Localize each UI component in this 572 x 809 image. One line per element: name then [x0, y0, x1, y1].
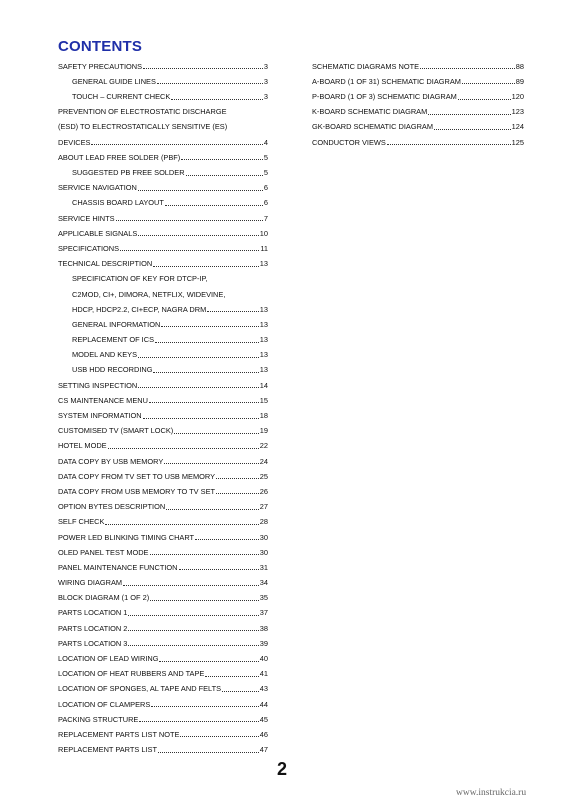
- toc-dot-leader: [216, 493, 259, 494]
- toc-entry-label: LOCATION OF SPONGES, AL TAPE AND FELTS: [58, 684, 222, 694]
- toc-entry-page: 123: [511, 107, 524, 117]
- toc-entry-label: C2MOD, CI+, DIMORA, NETFLIX, WIDEVINE,: [72, 289, 226, 299]
- toc-entry[interactable]: [58, 162, 268, 177]
- toc-entry-label: SELF CHECK: [58, 517, 105, 527]
- toc-dot-leader: [180, 736, 258, 737]
- toc-entry[interactable]: [312, 102, 524, 117]
- toc-entry-page: 24: [259, 456, 268, 466]
- toc-entry-label: A-BOARD (1 OF 31) SCHEMATIC DIAGRAM: [312, 76, 461, 86]
- toc-right-column: [312, 56, 524, 147]
- toc-entry-page: 45: [259, 714, 268, 724]
- toc-entry[interactable]: [58, 284, 268, 299]
- toc-entry-label: DATA COPY BY USB MEMORY: [58, 456, 164, 466]
- toc-entry[interactable]: [58, 360, 268, 375]
- toc-dot-leader: [161, 326, 258, 327]
- toc-entry-page: 4: [263, 137, 268, 147]
- toc-entry-page: 13: [259, 365, 268, 375]
- toc-dot-leader: [462, 83, 515, 84]
- toc-entry-label: REPLACEMENT PARTS LIST NOTE: [58, 729, 180, 739]
- toc-entry[interactable]: [58, 512, 268, 527]
- toc-dot-leader: [179, 569, 259, 570]
- toc-entry[interactable]: [58, 223, 268, 238]
- toc-entry-page: 22: [259, 441, 268, 451]
- toc-dot-leader: [105, 524, 258, 525]
- toc-entry-label: SERVICE NAVIGATION: [58, 183, 137, 193]
- toc-entry-page: 44: [259, 699, 268, 709]
- toc-entry-page: 120: [511, 92, 524, 102]
- toc-entry-label: PARTS LOCATION 3: [58, 638, 128, 648]
- toc-entry-page: 125: [511, 137, 524, 147]
- toc-entry-label: CONDUCTOR VIEWS: [312, 137, 386, 147]
- toc-dot-leader: [149, 402, 259, 403]
- toc-entry-page: 3: [263, 76, 268, 86]
- toc-entry[interactable]: [312, 86, 524, 101]
- toc-entry-label: REPLACEMENT PARTS LIST: [58, 745, 157, 755]
- toc-dot-leader: [216, 478, 259, 479]
- toc-entry-page: 38: [259, 623, 268, 633]
- toc-dot-leader: [138, 357, 259, 358]
- toc-entry-page: 39: [259, 638, 268, 648]
- toc-entry-label: K-BOARD SCHEMATIC DIAGRAM: [312, 107, 428, 117]
- toc-entry-page: 88: [515, 61, 524, 71]
- toc-entry-label: SETTING INSPECTION: [58, 380, 138, 390]
- toc-dot-leader: [155, 342, 259, 343]
- toc-entry-label: CS MAINTENANCE MENU: [58, 395, 148, 405]
- toc-dot-leader: [458, 99, 511, 100]
- toc-entry[interactable]: [58, 618, 268, 633]
- toc-entry-label: SUGGESTED PB FREE SOLDER: [72, 168, 185, 177]
- toc-dot-leader: [128, 630, 258, 631]
- toc-dot-leader: [158, 752, 259, 753]
- toc-dot-leader: [428, 114, 510, 115]
- toc-dot-leader: [159, 661, 258, 662]
- toc-entry-page: 124: [511, 122, 524, 132]
- toc-entry-page: 34: [259, 578, 268, 588]
- toc-entry-label: BLOCK DIAGRAM (1 OF 2): [58, 593, 150, 603]
- toc-entry[interactable]: [58, 86, 268, 101]
- toc-entry[interactable]: [58, 648, 268, 663]
- toc-dot-leader: [128, 615, 258, 616]
- toc-entry-page: 13: [259, 319, 268, 329]
- toc-entry-label: REPLACEMENT OF ICS: [72, 335, 154, 345]
- toc-entry-label: ABOUT LEAD FREE SOLDER (PBF): [58, 152, 181, 162]
- toc-dot-leader: [207, 311, 259, 312]
- toc-entry-label: GENERAL INFORMATION: [72, 319, 161, 329]
- toc-left-column: [58, 56, 268, 755]
- toc-entry-page: 14: [259, 380, 268, 390]
- toc-entry-page: 10: [259, 228, 268, 238]
- toc-entry-page: 27: [259, 502, 268, 512]
- toc-entry[interactable]: [58, 679, 268, 694]
- toc-entry-label: MODEL AND KEYS: [72, 350, 138, 360]
- toc-entry-label: DATA COPY FROM TV SET TO USB MEMORY: [58, 471, 216, 481]
- toc-entry[interactable]: [58, 329, 268, 344]
- toc-entry[interactable]: [58, 314, 268, 329]
- toc-entry-page: 46: [259, 729, 268, 739]
- toc-dot-leader: [166, 509, 259, 510]
- toc-dot-leader: [150, 554, 259, 555]
- toc-entry-label: PREVENTION OF ELECTROSTATIC DISCHARGE: [58, 107, 227, 117]
- toc-entry[interactable]: [58, 147, 268, 162]
- toc-entry-label: CHASSIS BOARD LAYOUT: [72, 198, 164, 208]
- toc-dot-leader: [143, 68, 263, 69]
- toc-entry-label: HOTEL MODE: [58, 441, 107, 451]
- toc-entry[interactable]: [58, 603, 268, 618]
- toc-entry-label: HDCP, HDCP2.2, CI+ECP, NAGRA DRM: [72, 304, 207, 314]
- toc-entry-label: POWER LED BLINKING TIMING CHART: [58, 532, 195, 542]
- toc-entry-label: SCHEMATIC DIAGRAMS NOTE: [312, 61, 420, 71]
- toc-entry-page: 47: [259, 745, 268, 755]
- toc-entry[interactable]: [58, 390, 268, 405]
- toc-entry-label: P-BOARD (1 OF 3) SCHEMATIC DIAGRAM: [312, 92, 457, 102]
- toc-entry-label: SERVICE HINTS: [58, 213, 115, 223]
- toc-entry-page: 5: [263, 152, 268, 162]
- toc-entry-page: 11: [260, 243, 268, 253]
- toc-entry-label: DATA COPY FROM USB MEMORY TO TV SET: [58, 486, 216, 496]
- toc-entry[interactable]: [312, 132, 524, 147]
- toc-entry-page: 19: [259, 426, 268, 436]
- toc-entry-label: SYSTEM INFORMATION: [58, 411, 142, 420]
- toc-entry[interactable]: [58, 56, 268, 71]
- toc-dot-leader: [150, 600, 259, 601]
- toc-entry[interactable]: [58, 269, 268, 284]
- toc-entry[interactable]: [58, 588, 268, 603]
- toc-entry-page: 28: [259, 517, 268, 527]
- toc-dot-leader: [171, 99, 263, 100]
- toc-entry-label: LOCATION OF CLAMPERS: [58, 699, 151, 709]
- toc-dot-leader: [205, 676, 258, 677]
- toc-entry[interactable]: [58, 71, 268, 86]
- toc-entry[interactable]: [58, 709, 268, 724]
- toc-entry[interactable]: [58, 178, 268, 193]
- toc-dot-leader: [186, 175, 263, 176]
- toc-entry-page: 37: [259, 608, 268, 618]
- toc-entry[interactable]: [58, 299, 268, 314]
- toc-entry-page: 41: [259, 669, 268, 679]
- toc-dot-leader: [181, 159, 263, 160]
- toc-entry-page: 13: [259, 259, 268, 269]
- toc-dot-leader: [138, 190, 263, 191]
- toc-entry[interactable]: [58, 102, 268, 117]
- toc-entry[interactable]: [58, 253, 268, 268]
- toc-dot-leader: [123, 585, 259, 586]
- toc-dot-leader: [143, 418, 259, 419]
- toc-entry-page: 7: [263, 213, 268, 223]
- toc-entry-label: (ESD) TO ELECTROSTATICALLY SENSITIVE (ES): [58, 122, 228, 132]
- toc-dot-leader: [138, 387, 259, 388]
- toc-dot-leader: [195, 539, 259, 540]
- toc-entry-label: PARTS LOCATION 2: [58, 623, 128, 633]
- toc-dot-leader: [108, 448, 259, 449]
- toc-entry-page: 13: [259, 304, 268, 314]
- watermark: www.instrukcia.ru: [456, 788, 527, 798]
- toc-entry-label: GENERAL GUIDE LINES: [72, 76, 156, 86]
- toc-entry-page: 89: [515, 76, 524, 86]
- toc-dot-leader: [164, 463, 258, 464]
- toc-entry-page: 3: [263, 61, 268, 71]
- toc-entry[interactable]: [58, 451, 268, 466]
- contents-heading: CONTENTS: [58, 38, 143, 55]
- toc-entry-page: 6: [263, 198, 268, 208]
- toc-entry-page: 30: [259, 547, 268, 557]
- toc-entry[interactable]: [58, 238, 268, 253]
- toc-dot-leader: [387, 144, 511, 145]
- toc-entry-label: OLED PANEL TEST MODE: [58, 547, 149, 557]
- toc-entry-label: TOUCH – CURRENT CHECK: [72, 92, 171, 102]
- toc-entry[interactable]: [58, 132, 268, 147]
- toc-entry-page: 30: [259, 532, 268, 542]
- toc-entry-page: 13: [259, 335, 268, 345]
- toc-entry[interactable]: [58, 375, 268, 390]
- toc-dot-leader: [420, 68, 515, 69]
- toc-entry[interactable]: [58, 466, 268, 481]
- toc-entry-page: 3: [263, 92, 268, 102]
- toc-entry-page: 35: [259, 593, 268, 603]
- toc-entry[interactable]: [58, 208, 268, 223]
- toc-entry-page: 5: [263, 168, 268, 177]
- toc-dot-leader: [151, 706, 259, 707]
- toc-entry-page: 18: [259, 411, 268, 420]
- toc-entry[interactable]: [58, 421, 268, 436]
- toc-entry-label: LOCATION OF LEAD WIRING: [58, 654, 159, 663]
- toc-dot-leader: [222, 691, 259, 692]
- toc-dot-leader: [120, 250, 259, 251]
- toc-entry-page: 15: [259, 395, 268, 405]
- toc-entry[interactable]: [58, 496, 268, 511]
- toc-entry-label: CUSTOMISED TV (SMART LOCK): [58, 426, 174, 436]
- toc-dot-leader: [165, 205, 263, 206]
- toc-entry-page: 25: [259, 471, 268, 481]
- toc-entry[interactable]: [58, 117, 268, 132]
- toc-entry[interactable]: [58, 345, 268, 360]
- toc-entry-label: GK-BOARD SCHEMATIC DIAGRAM: [312, 122, 433, 132]
- toc-entry[interactable]: [58, 193, 268, 208]
- toc-entry[interactable]: [58, 557, 268, 572]
- toc-entry-label: PANEL MAINTENANCE FUNCTION: [58, 562, 178, 572]
- toc-entry-label: PACKING STRUCTURE: [58, 714, 139, 724]
- toc-entry[interactable]: [312, 56, 524, 71]
- toc-entry[interactable]: [58, 527, 268, 542]
- toc-entry[interactable]: [58, 405, 268, 420]
- toc-entry-page: 13: [259, 350, 268, 360]
- toc-dot-leader: [128, 645, 258, 646]
- toc-entry[interactable]: [312, 71, 524, 86]
- toc-entry-label: LOCATION OF HEAT RUBBERS AND TAPE: [58, 669, 205, 679]
- toc-entry[interactable]: [58, 664, 268, 679]
- toc-dot-leader: [116, 220, 263, 221]
- toc-entry-label: OPTION BYTES DESCRIPTION: [58, 502, 166, 512]
- page-number: 2: [277, 759, 288, 779]
- toc-entry-page: 31: [259, 562, 268, 572]
- toc-entry-label: SPECIFICATIONS: [58, 243, 120, 253]
- toc-entry-label: USB HDD RECORDING: [72, 365, 153, 375]
- toc-entry[interactable]: [58, 694, 268, 709]
- toc-entry-page: 43: [259, 684, 268, 694]
- toc-dot-leader: [153, 372, 258, 373]
- toc-dot-leader: [157, 83, 263, 84]
- toc-entry-label: WIRING DIAGRAM: [58, 578, 123, 588]
- toc-entry[interactable]: [58, 542, 268, 557]
- toc-entry-label: SPECIFICATION OF KEY FOR DTCP-IP,: [72, 274, 208, 284]
- toc-entry-label: APPLICABLE SIGNALS: [58, 228, 138, 238]
- toc-entry-page: 26: [259, 486, 268, 496]
- toc-entry[interactable]: [58, 633, 268, 648]
- toc-dot-leader: [91, 144, 262, 145]
- toc-entry-label: TECHNICAL DESCRIPTION: [58, 259, 153, 269]
- toc-entry[interactable]: [58, 572, 268, 587]
- toc-entry[interactable]: [58, 724, 268, 739]
- toc-entry-label: SAFETY PRECAUTIONS: [58, 61, 143, 71]
- toc-dot-leader: [139, 721, 258, 722]
- toc-dot-leader: [434, 129, 511, 130]
- toc-entry[interactable]: [312, 117, 524, 132]
- toc-entry-label: PARTS LOCATION 1: [58, 608, 128, 618]
- toc-entry-label: DEVICES: [58, 137, 91, 147]
- toc-entry[interactable]: [58, 481, 268, 496]
- toc-dot-leader: [153, 266, 259, 267]
- toc-dot-leader: [174, 433, 259, 434]
- toc-dot-leader: [138, 235, 258, 236]
- toc-entry[interactable]: [58, 436, 268, 451]
- toc-entry-page: 40: [259, 654, 268, 663]
- toc-entry-page: 6: [263, 183, 268, 193]
- toc-entry[interactable]: [58, 739, 268, 754]
